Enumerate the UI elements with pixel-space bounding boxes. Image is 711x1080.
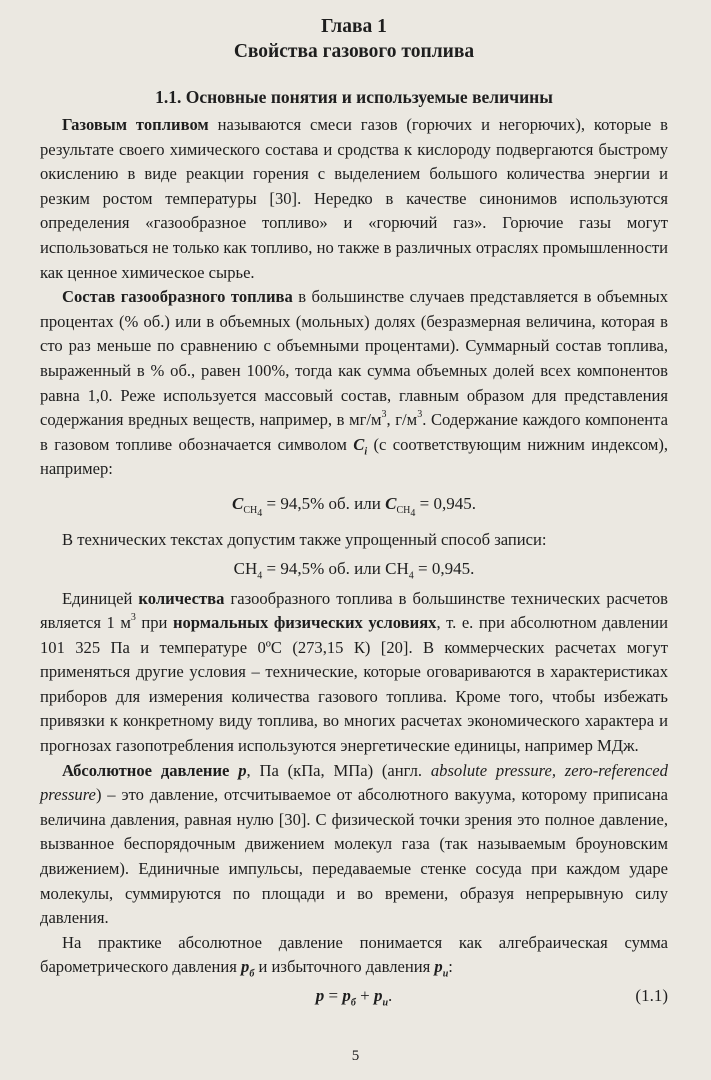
paragraph-absolute-pressure [40, 759, 668, 931]
formula-subscript: 4 [257, 569, 263, 581]
sum-text-a: На практике абсолютное давление понимается как алгебраическая сумма барометрического давления [40, 932, 668, 977]
symbol-subscript: i [364, 446, 368, 458]
equation-number: (1.1) [635, 986, 668, 1005]
subscript-ch: CH [243, 505, 258, 517]
formula-subscript: 4 [408, 569, 414, 581]
paragraph-gas-fuel [40, 113, 668, 285]
english-term: absolute pressure, zero-referenced pressure [40, 760, 668, 805]
paragraph-algebraic-sum [40, 931, 668, 980]
symbol-p: p [434, 957, 443, 977]
eq-term1-subscript: б [350, 997, 356, 1009]
eq-term1: p [342, 986, 351, 1005]
term-absolute-pressure: Абсолютное давление [62, 760, 230, 780]
term-gas-fuel: Газовым топливом [62, 115, 209, 134]
eq-end: . [388, 986, 393, 1005]
term-composition: Состав газообразного топлива [62, 287, 293, 307]
composition-text-d: (с соответствующим нижним индексом), например: [40, 434, 669, 479]
sum-text-b: и избыточного давления [254, 957, 435, 977]
formula-c: C [385, 493, 397, 513]
formula-subscript [396, 505, 416, 520]
equation-1-1 [40, 984, 668, 1008]
formula-ch: CH [233, 558, 258, 578]
superscript: 3 [130, 611, 136, 623]
subscript-4: 4 [257, 508, 263, 520]
composition-text-b: , г/м [386, 410, 418, 430]
subscript-ch: CH [396, 505, 411, 517]
formula-eq1: = 94,5% об. или [262, 558, 386, 578]
equation-body [40, 984, 668, 1008]
symbol-p: p [241, 957, 250, 977]
page-number: 5 [351, 1048, 360, 1064]
section-title: 1.1. Основные понятия и используемые величины [155, 87, 553, 107]
eq-lhs: p [315, 986, 325, 1005]
quantity-text-d: , т. е. при абсолютном давлении 101 325 Па и температуре 0ºС (273,15 К) [20]. В коммерческих расчетах могут применяться другие условия – технические, которые оговариваются в характеристиках приборов для измерения количества газового топлива. Кроме того, чтобы избежать привязки к конкретному виду топлива, во многих расчетах экономического характера и прогнозах газопотребления используются энергетические единицы, например МДж. [40, 613, 668, 756]
symbol-p: p [238, 760, 247, 780]
composition-text-c: . Содержание каждого компонента в газовом топливе обозначается символом [40, 410, 668, 454]
formula-eq2: = 0,945. [413, 558, 475, 578]
pressure-text-b: ) – это давление, отсчитываемое от абсолютного вакуума, которому приписана величина давления, равная нулю [30]. С физической точки зрения это полное давление, вызванное беспорядочным движением молекул газа (так называемым броуновским движением). Единичные импульсы, передаваемые стенке сосуда при каждом ударе молекулы, суммируются по площади и во времени, образуя непрерывную силу давления. [40, 785, 668, 928]
term-normal-conditions: нормальных физических условиях [172, 613, 437, 633]
symbol-c: C [353, 434, 365, 454]
formula-eq2: = 0,945. [415, 493, 476, 513]
term-quantity: количества [138, 588, 225, 608]
subscript-4: 4 [410, 508, 416, 520]
formula-eq1: = 94,5% об. или [262, 493, 386, 513]
formula-ch4-bold [40, 492, 668, 520]
eq-sign: = [324, 986, 343, 1005]
formula-c: C [232, 493, 244, 513]
paragraph-quantity [40, 587, 668, 759]
page-content [40, 14, 668, 1008]
pressure-text-a: , Па (кПа, МПа) (англ. [246, 760, 431, 780]
formula-subscript [243, 505, 263, 520]
formula-ch: CH [385, 558, 409, 578]
formula-ch4-plain [40, 557, 668, 581]
composition-text-a: в большинстве случаев представляется в объемных процентах (% об.) или в объемных (мольных) долях (безразмерная величина, которая в сто раз меньше по сравнению с объемными процентами). Суммарный состав топлива, выраженный в % об., равен 100%, тогда как сумма объемных долей всех компонентов равна 1,0. Реже используется массовый состав, главным образом для представления содержания вредных веществ, например, в мг/м [40, 287, 668, 430]
quantity-text-c: при [135, 613, 173, 633]
eq-term2-subscript: и [382, 997, 388, 1009]
quantity-text-a: Единицей [62, 588, 139, 608]
symbol-ci [353, 434, 368, 458]
chapter-title: Свойства газового топлива [233, 41, 475, 62]
sum-text-c: : [448, 957, 453, 977]
symbol-subscript: б [249, 968, 255, 980]
paragraph-gas-fuel-text: называются смеси газов (горючих и негорючих), которые в результате своего химического состава и сродства к кислороду подвергаются быстрому окислению в виде реакции горения с выделением большого количества энергии и резким ростом температуры [30]. Нередко в качестве синонимов используются определения «газообразное топливо» и «горючий газ». Горючие газы могут использоваться не только как топливо, но также в различных отраслях промышленности как ценное химическое сырье. [40, 115, 668, 282]
eq-plus: + [355, 986, 374, 1005]
chapter-number: Глава 1 [321, 16, 387, 37]
superscript: 3 [417, 408, 423, 420]
eq-term2: p [373, 986, 383, 1005]
paragraph-simplified: В технических текстах допустим также упрощенный способ записи: [62, 529, 547, 549]
paragraph-composition [40, 285, 668, 482]
superscript: 3 [381, 408, 387, 420]
quantity-text-b: газообразного топлива в большинстве технических расчетов является 1 м [40, 588, 668, 633]
symbol-subscript: и [442, 968, 449, 980]
